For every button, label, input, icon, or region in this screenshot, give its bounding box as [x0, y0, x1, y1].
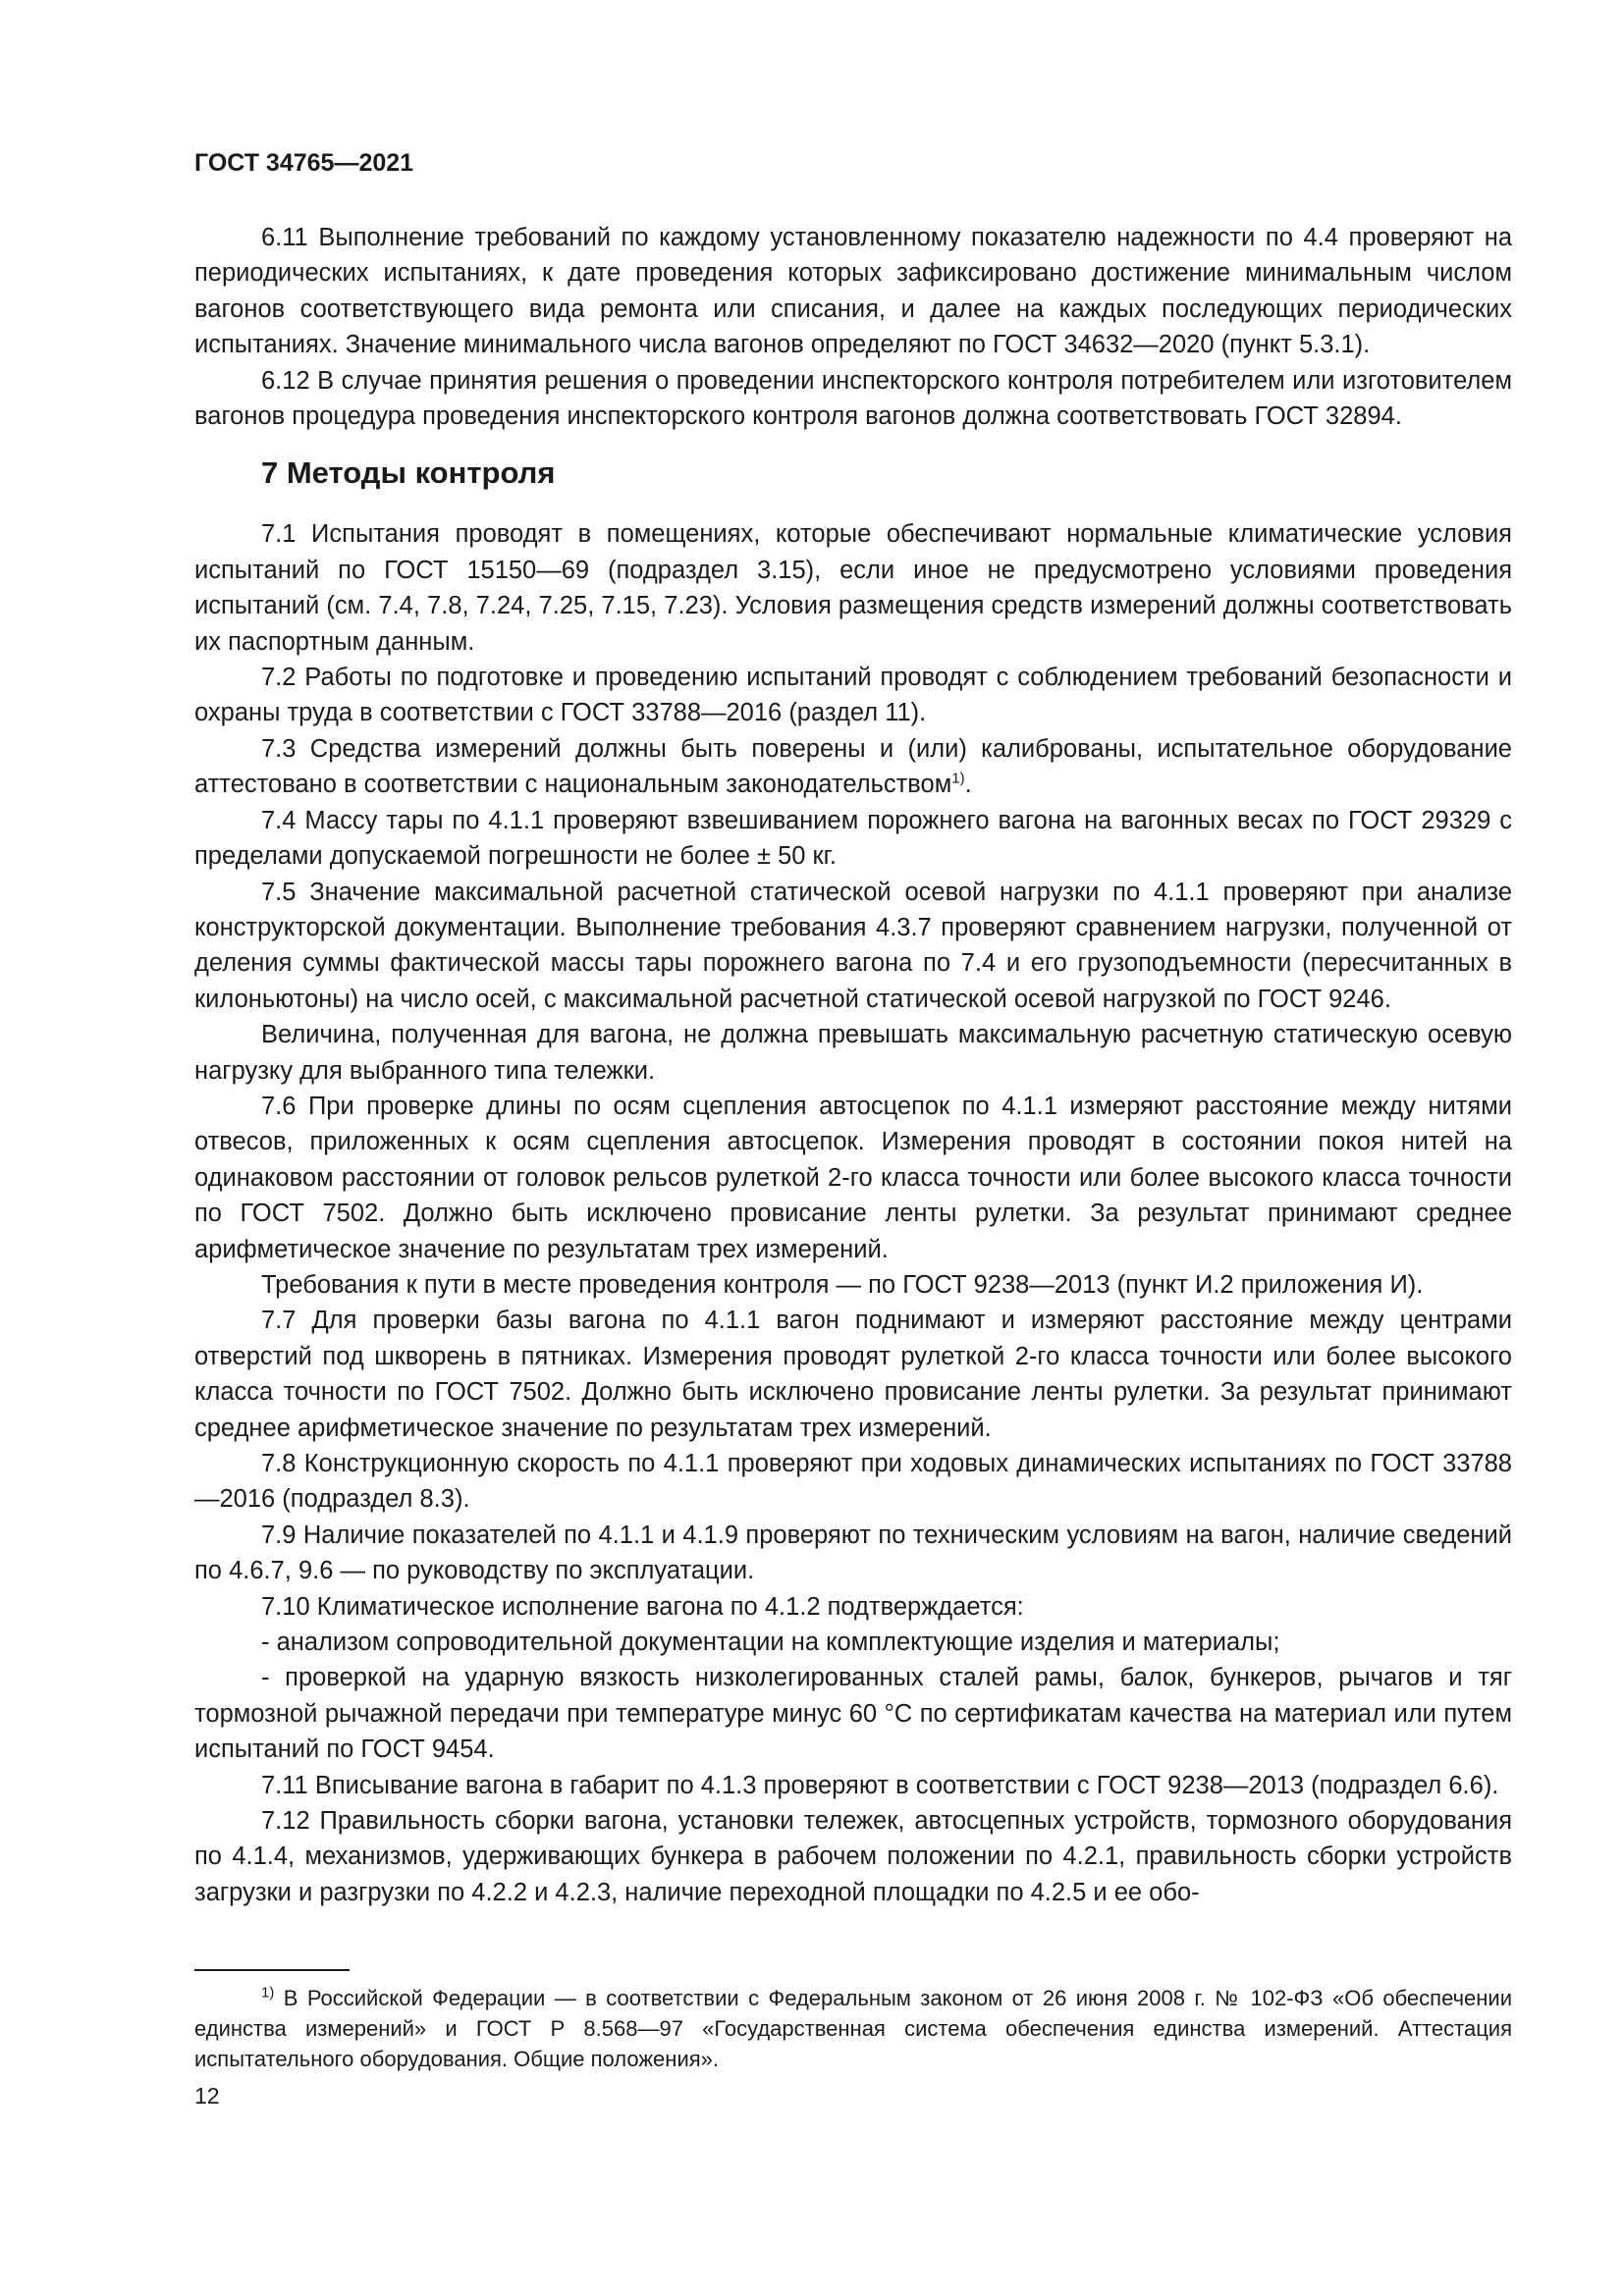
paragraph-7-5: 7.5 Значение максимальной расчетной статической осевой нагрузки по 4.1.1 проверяют при анализе конструкторской документации. Выполнение требования 4.3.7 проверяют сравнением нагрузки, полученной от деления суммы фактической массы тары порожнего вагона по 7.4 и его грузоподъемности (пересчитанных в килоньютоны) на число осей, с максимальной расчетной статической осевой нагрузкой по ГОСТ 9246. [194, 878, 1512, 1013]
paragraph-7-7: 7.7 Для проверки базы вагона по 4.1.1 вагон поднимают и измеряют расстояние между центрами отверстий под шкворень в пятниках. Измерения проводят рулеткой 2-го класса точности или более высокого класса точности по ГОСТ 7502. Должно быть исключено провисание ленты рулетки. За результат принимают среднее арифметическое значение по результатам трех измерений. [194, 1307, 1512, 1442]
list-item: - анализом сопроводительной документации на комплектующие изделия и материалы; [261, 1629, 1280, 1657]
paragraph-7-8: 7.8 Конструкционную скорость по 4.1.1 проверяют при ходовых динамических испытаниях по ГОСТ 33788—2016 (подраздел 8.3). [194, 1450, 1512, 1514]
footnote-divider [194, 1969, 350, 1971]
footnote-marker: 1) [261, 1984, 275, 2002]
list-item: - проверкой на ударную вязкость низколегированных сталей рамы, балок, бункеров, рычагов и тяг тормозной рычажной передачи при температуре минус 60 °С по сертификатам качества на материал или путем испытаний по ГОСТ 9454. [194, 1664, 1512, 1764]
footnote-body: В Российской Федерации — в соответствии с Федеральным законом от 26 июня 2008 г. № 102-ФЗ «Об обеспечении единства измерений» и ГОСТ Р 8.568—97 «Государственная система обеспечения единства измерений. Аттестация испытательного оборудования. Общие положения». [194, 1986, 1512, 2071]
document-header: ГОСТ 34765—2021 [194, 149, 414, 177]
paragraph-7-12: 7.12 Правильность сборки вагона, установки тележек, автосцепных устройств, тормозного оборудования по 4.1.4, механизмов, удерживающих бункера в рабочем положении по 4.2.1, правильность сборки устройств загрузки и разгрузки по 4.2.2 и 4.2.3, наличие переходной площадки по 4.2.5 и ее обо- [194, 1807, 1512, 1906]
paragraph-6-12: 6.12 В случае принятия решения о проведении инспекторского контроля потребителем или изготовителем вагонов процедура проведения инспекторского контроля вагонов должна соответствовать ГОСТ 32894. [194, 366, 1512, 431]
footnote [194, 1983, 1512, 2074]
paragraph-7-3-end: . [964, 771, 972, 799]
paragraph-7-3-text: 7.3 Средства измерений должны быть поверены и (или) калиброваны, испытательное оборудование аттестовано в соответствии с национальным законодательством [194, 734, 1512, 799]
paragraph-7-5-continuation: Величина, полученная для вагона, не должна превышать максимальную расчетную статическую осевую нагрузку для выбранного типа тележки. [194, 1021, 1512, 1085]
paragraph-7-1: 7.1 Испытания проводят в помещениях, которые обеспечивают нормальные климатические условия испытаний по ГОСТ 15150—69 (подраздел 3.15), если иное не предусмотрено условиями проведения испытаний (см. 7.4, 7.8, 7.24, 7.25, 7.15, 7.23). Условия размещения средств измерений должны соответствовать их паспортным данным. [194, 520, 1512, 656]
body-text [194, 220, 1512, 1910]
paragraph-7-11: 7.11 Вписывание вагона в габарит по 4.1.3 проверяют в соответствии с ГОСТ 9238—2013 (подраздел 6.6). [261, 1771, 1499, 1799]
paragraph-7-6-continuation: Требования к пути в месте проведения контроля — по ГОСТ 9238—2013 (пункт И.2 приложения И). [261, 1270, 1424, 1299]
paragraph-7-4: 7.4 Массу тары по 4.1.1 проверяют взвешиванием порожнего вагона на вагонных весах по ГОСТ 29329 с пределами допускаемой погрешности не более ± 50 кг. [194, 806, 1512, 871]
page-number: 12 [194, 2083, 220, 2109]
paragraph-7-10: 7.10 Климатическое исполнение вагона по 4.1.2 подтверждается: [261, 1592, 1024, 1621]
footnote-reference: 1) [951, 770, 965, 787]
paragraph-7-6: 7.6 При проверке длины по осям сцепления автосцепок по 4.1.1 измеряют расстояние между нитями отвесов, приложенных к осям сцепления автосцепок. Измерения проводят в состоянии покоя нитей на одинаковом расстоянии от головок рельсов рулеткой 2-го класса точности или более высокого класса точности по ГОСТ 7502. Должно быть исключено провисание ленты рулетки. За результат принимают среднее арифметическое значение по результатам трех измерений. [194, 1092, 1512, 1263]
section-heading-7: 7 Методы контроля [261, 455, 556, 491]
paragraph-6-11: 6.11 Выполнение требований по каждому установленному показателю надежности по 4.4 проверяют на периодических испытаниях, к дате проведения которых зафиксировано достижение минимальным числом вагонов соответствующего вида ремонта или списания, и далее на каждых последующих периодических испытаниях. Значение минимального числа вагонов определяют по ГОСТ 34632—2020 (пункт 5.3.1). [194, 224, 1512, 359]
paragraph-7-3 [194, 731, 1512, 803]
footnote-text [194, 1983, 1512, 2074]
paragraph-7-2: 7.2 Работы по подготовке и проведению испытаний проводят с соблюдением требований безопасности и охраны труда в соответствии с ГОСТ 33788—2016 (раздел 11). [194, 664, 1512, 727]
paragraph-7-9: 7.9 Наличие показателей по 4.1.1 и 4.1.9 проверяют по техническим условиям на вагон, наличие сведений по 4.6.7, 9.6 — по руководству по эксплуатации. [194, 1521, 1512, 1585]
